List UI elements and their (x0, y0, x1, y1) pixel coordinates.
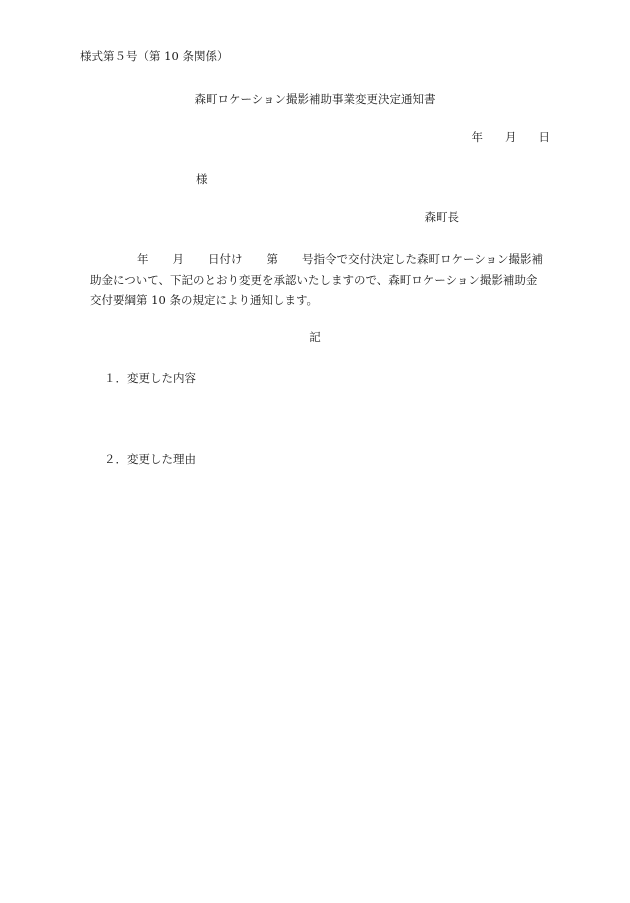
notice-body (90, 249, 550, 311)
item-changed-content: １．変更した内容 (104, 371, 196, 385)
body-dated: 日付け (208, 252, 243, 266)
body-number-prefix: 第 (266, 252, 278, 266)
ki-heading: 記 (309, 330, 321, 344)
date-month-label: 月 (505, 130, 517, 144)
date-year-label: 年 (471, 130, 483, 144)
date-day-label: 日 (538, 130, 550, 144)
date-line (472, 130, 551, 144)
item-change-reason: ２．変更した理由 (104, 452, 196, 466)
body-line-3: 交付要綱第 10 条の規定により通知します。 (90, 293, 319, 307)
body-line-1 (90, 249, 550, 270)
body-year: 年 (137, 252, 149, 266)
addressee-suffix: 様 (196, 172, 208, 186)
body-line-2: 助金について、下記のとおり変更を承認いたしますので、森町ロケーション撮影補助金 (90, 272, 538, 287)
body-line-1-rest: 号指令で交付決定した森町ロケーション撮影補 (302, 252, 544, 266)
sender-name: 森町長 (424, 210, 459, 224)
body-month: 月 (172, 252, 184, 266)
document-title: 森町ロケーション撮影補助事業変更決定通知書 (194, 92, 436, 106)
form-number: 様式第５号（第 10 条関係） (80, 49, 229, 63)
